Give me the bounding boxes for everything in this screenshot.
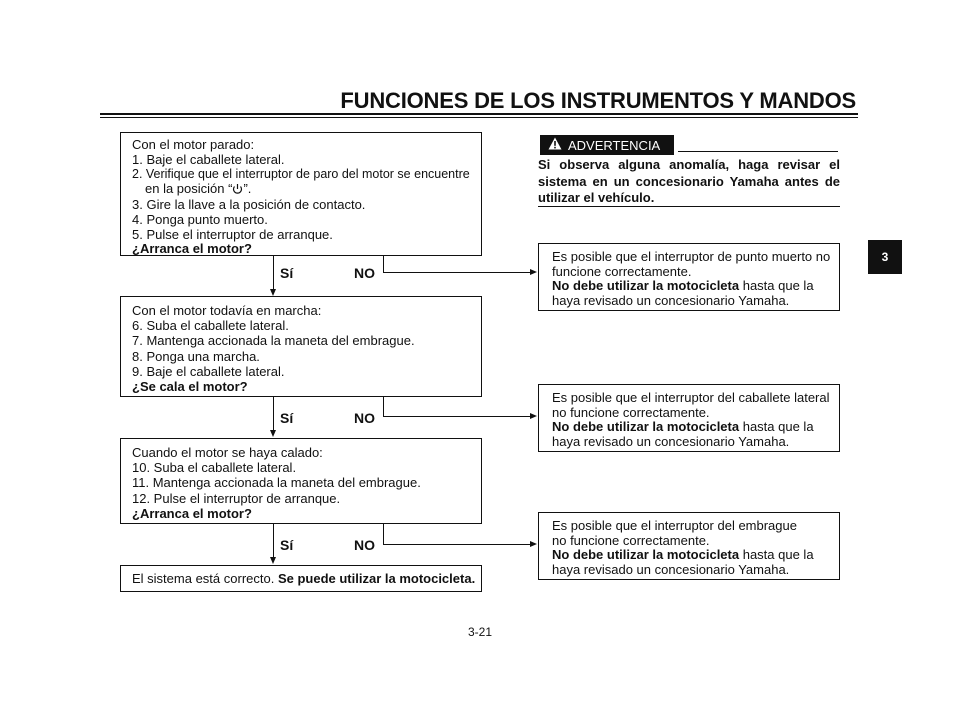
outcome-warning-bold: No debe utilizar la motocicleta (552, 419, 740, 435)
outcome-line (552, 279, 839, 294)
step-line: 3. Gire la llave a la posición de contacto. (132, 197, 366, 213)
outcome-line-part: hasta que la (739, 278, 814, 294)
step-line: 1. Baje el caballete lateral. (132, 151, 285, 167)
page-title: FUNCIONES DE LOS INSTRUMENTOS Y MANDOS (340, 88, 856, 113)
no-connector (383, 544, 530, 545)
yes-connector (273, 256, 274, 290)
outcome-line: haya revisado un concesionario Yamaha. (552, 292, 790, 308)
step-line-part: ”. (243, 180, 252, 196)
no-connector (383, 416, 530, 417)
outcome-line-part: hasta que la (739, 547, 814, 563)
outcome-line (552, 548, 839, 563)
warning-rule-top (678, 151, 838, 152)
outcome-line: haya revisado un concesionario Yamaha. (552, 561, 790, 577)
warning-text: Si observa alguna anomalía, haga revisar el sistema en un concesionario Yamaha antes de utilizar el vehículo. (538, 157, 840, 205)
step-line: 12. Pulse el interruptor de arranque. (132, 490, 341, 506)
yes-label: Sí (280, 265, 294, 281)
step-line: 5. Pulse el interruptor de arranque. (132, 226, 333, 242)
no-connector (383, 272, 530, 273)
step-box-3 (120, 438, 482, 524)
yes-arrow (270, 557, 276, 564)
step-line: 6. Suba el caballete lateral. (132, 318, 289, 334)
no-label: NO (354, 537, 375, 553)
warning-icon (548, 137, 562, 153)
no-label: NO (354, 410, 375, 426)
outcome-line (552, 420, 839, 435)
step-line: 8. Ponga una marcha. (132, 348, 260, 364)
no-arrow (530, 413, 537, 419)
step-box-2 (120, 296, 482, 397)
no-arrow (530, 269, 537, 275)
outcome-line: Es posible que el interruptor del embrague (552, 518, 797, 533)
outcome-line: Es posible que el interruptor del caballete lateral (552, 390, 830, 405)
warning-rule-bottom (538, 206, 840, 207)
outcome-line: funcione correctamente. (552, 263, 692, 279)
step-line (132, 182, 481, 199)
final-text-bold: Se puede utilizar la motocicleta. (277, 571, 476, 586)
yes-arrow (270, 430, 276, 437)
final-box (120, 565, 482, 592)
step-line: 9. Baje el caballete lateral. (132, 363, 285, 379)
yes-label: Sí (280, 537, 294, 553)
outcome-line: Es posible que el interruptor de punto muerto no (552, 249, 831, 264)
outcome-warning-bold: No debe utilizar la motocicleta (552, 547, 740, 563)
outcome-box-2 (538, 384, 840, 452)
final-text: El sistema está correcto. (132, 571, 278, 586)
yes-connector (273, 524, 274, 558)
step-line: 11. Mantenga accionada la maneta del embrague. (132, 475, 421, 491)
engine-stop-switch-icon (232, 183, 243, 199)
outcome-warning-bold: No debe utilizar la motocicleta (552, 278, 740, 294)
outcome-box-1 (538, 243, 840, 311)
title-rule (100, 113, 858, 115)
yes-arrow (270, 289, 276, 296)
no-arrow (530, 541, 537, 547)
step-line: Con el motor todavía en marcha: (132, 303, 322, 318)
section-tab: 3 (868, 240, 902, 274)
yes-connector (273, 397, 274, 431)
warning-badge (540, 135, 674, 155)
step-line: Cuando el motor se haya calado: (132, 445, 323, 460)
outcome-box-3 (538, 512, 840, 580)
title-rule-thin (100, 117, 858, 118)
step-line: 4. Ponga punto muerto. (132, 211, 268, 227)
page-number: 3-21 (467, 625, 493, 639)
outcome-line-part: hasta que la (739, 419, 814, 435)
no-connector (383, 256, 384, 273)
step-line: Con el motor parado: (132, 137, 255, 152)
step-line-part: en la posición “ (145, 180, 233, 196)
step-line: 10. Suba el caballete lateral. (132, 460, 297, 476)
yes-label: Sí (280, 410, 294, 426)
outcome-line: no funcione correctamente. (552, 532, 710, 548)
step-question: ¿Arranca el motor? (132, 505, 252, 521)
no-connector (383, 524, 384, 545)
step-question: ¿Se cala el motor? (132, 379, 248, 395)
no-connector (383, 397, 384, 417)
step-line: 2. Verifique que el interruptor de paro del motor se encuentre (132, 167, 470, 182)
outcome-line: no funcione correctamente. (552, 404, 710, 420)
step-line: 7. Mantenga accionada la maneta del embrague. (132, 333, 415, 349)
no-label: NO (354, 265, 375, 281)
step-question: ¿Arranca el motor? (132, 241, 252, 257)
warning-badge-label: ADVERTENCIA (568, 137, 661, 153)
outcome-line: haya revisado un concesionario Yamaha. (552, 433, 790, 449)
step-box-1 (120, 132, 482, 256)
